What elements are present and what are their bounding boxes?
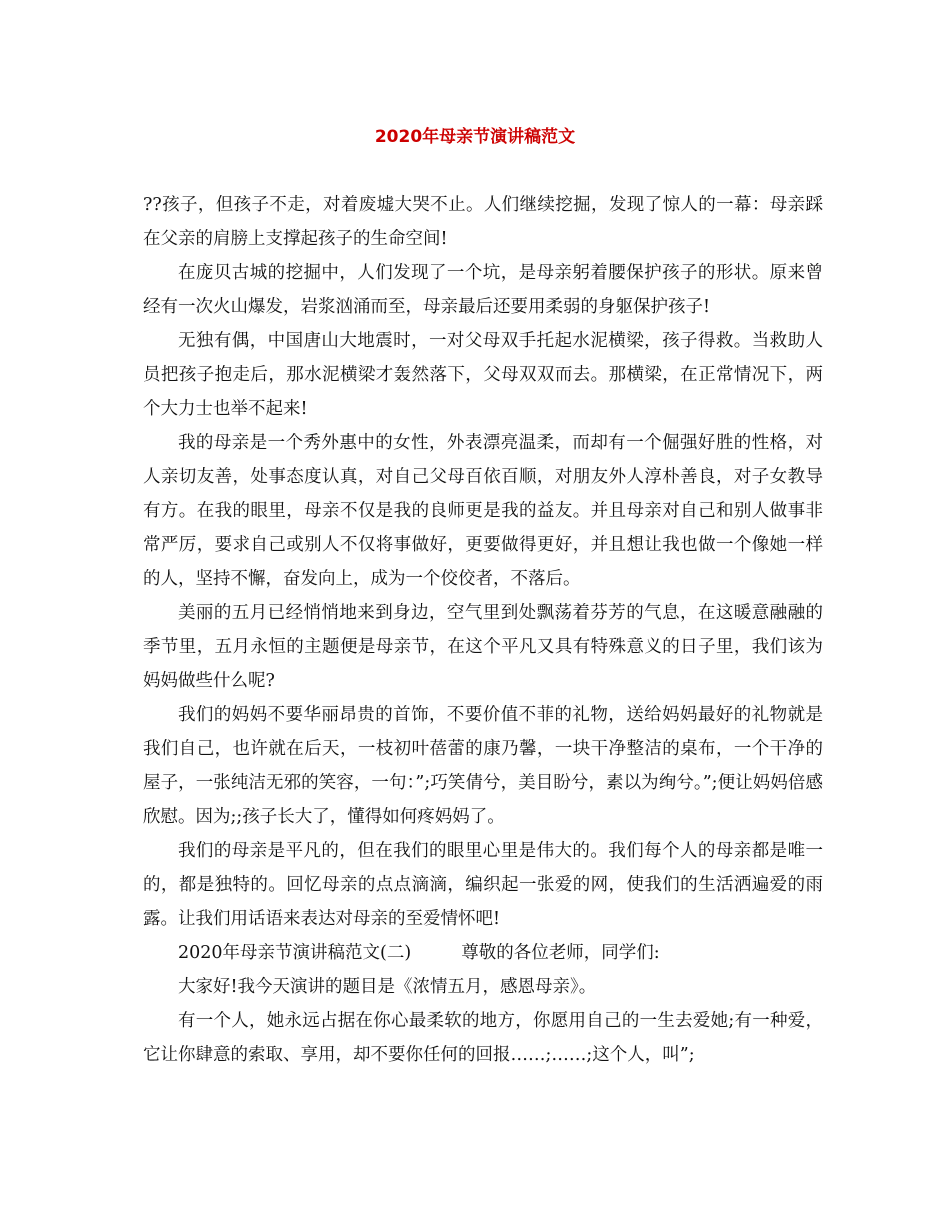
subtitle-line [143, 936, 823, 970]
paragraph: 无独有偶，中国唐山大地震时，一对父母双手托起水泥横梁，孩子得救。当救助人员把孩子抱走后，那水泥横梁才轰然落下，父母双双而去。那横梁，在正常情况下，两个大力士也举不起来! [143, 331, 823, 419]
paragraph: 有一个人，她永远占据在你心最柔软的地方，你愿用自己的一生去爱她;有一种爱，它让你肆意的索取、享用，却不要你任何的回报……;……;这个人，叫”; [143, 1011, 823, 1065]
paragraph: 我们的母亲是平凡的，但在我们的眼里心里是伟大的。我们每个人的母亲都是唯一的，都是独特的。回忆母亲的点点滴滴，编织起一张爱的网，使我们的生活洒遍爱的雨露。让我们用话语来表达对母亲的至爱情怀吧! [143, 841, 823, 929]
paragraph: 我们的妈妈不要华丽昂贵的首饰，不要价值不菲的礼物，送给妈妈最好的礼物就是我们自己，也许就在后天，一枝初叶蓓蕾的康乃馨，一块干净整洁的桌布，一个干净的屋子，一张纯洁无邪的笑容，一句：”;巧笑倩兮，美目盼兮，素以为绚兮。”;便让妈妈倍感欣慰。因为;;孩子长大了，懂得如何疼妈妈了。 [143, 705, 823, 827]
paragraph: ??孩子，但孩子不走，对着废墟大哭不止。人们继续挖掘，发现了惊人的一幕：母亲踩在父亲的肩膀上支撑起孩子的生命空间! [143, 195, 823, 249]
greeting: 尊敬的各位老师，同学们: [461, 943, 660, 963]
paragraph: 我的母亲是一个秀外惠中的女性，外表漂亮温柔，而却有一个倔强好胜的性格，对人亲切友善，处事态度认真，对自己父母百依百顺，对朋友外人淳朴善良，对子女教导有方。在我的眼里，母亲不仅是我的良师更是我的益友。并且母亲对自己和别人做事非常严厉，要求自己或别人不仅将事做好，更要做得更好，并且想让我也做一个像她一样的人，坚持不懈，奋发向上，成为一个佼佼者，不落后。 [143, 433, 823, 589]
document-body [143, 188, 823, 1072]
section-subtitle: 2020年母亲节演讲稿范文(二) [178, 943, 412, 963]
paragraph: 大家好!我今天演讲的题目是《浓情五月，感恩母亲》。 [178, 977, 597, 997]
paragraph: 在庞贝古城的挖掘中，人们发现了一个坑，是母亲躬着腰保护孩子的形状。原来曾经有一次火山爆发，岩浆汹涌而至，母亲最后还要用柔弱的身躯保护孩子! [143, 263, 823, 317]
paragraph: 美丽的五月已经悄悄地来到身边，空气里到处飘荡着芬芳的气息，在这暖意融融的季节里，五月永恒的主题便是母亲节，在这个平凡又具有特殊意义的日子里，我们该为妈妈做些什么呢? [143, 603, 823, 691]
document-title: 2020年母亲节演讲稿范文 [374, 127, 576, 147]
